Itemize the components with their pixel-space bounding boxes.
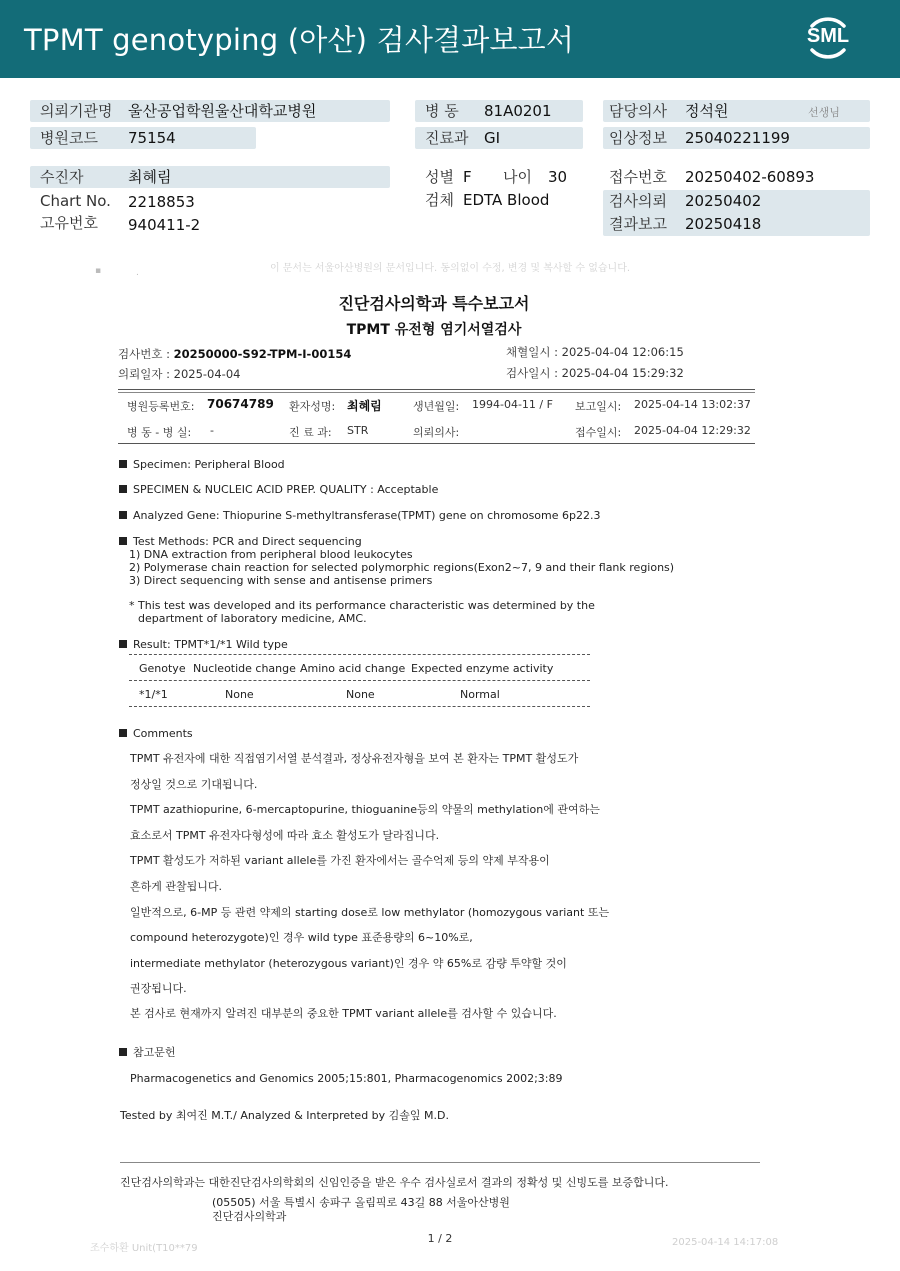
footer-divider: [120, 1162, 760, 1163]
specimen-label: 검체: [425, 191, 454, 209]
result-cell-activity: Normal: [460, 688, 500, 701]
bullet-icon: [119, 537, 127, 545]
bullet-icon: [119, 729, 127, 737]
divider: [118, 389, 755, 390]
report-dept-value: STR: [347, 424, 369, 437]
result-title: Result: TPMT*1/*1 Wild type: [119, 638, 288, 651]
footer-left-note: 조수하환 Unit(T10**79: [90, 1243, 198, 1254]
sml-logo: [802, 12, 854, 64]
comment-line: TPMT azathiopurine, 6-mercaptopurine, thioguanine등의 약물의 methylation에 관여하는: [130, 803, 600, 816]
refs-line: Pharmacogenetics and Genomics 2005;15:801, Pharmacogenomics 2002;3:89: [130, 1072, 563, 1085]
comment-line: TPMT 유전자에 대한 직접염기서열 분석결과, 정상유전자형을 보여 본 환자는 TPMT 활성도가: [130, 752, 579, 765]
report-title: TPMT genotyping (아산) 검사결과보고서: [24, 23, 575, 57]
dob-label: 생년월일:: [413, 400, 460, 413]
footer-dept: 진단검사의학과: [212, 1210, 287, 1223]
sex-value: F: [463, 168, 472, 186]
note-line: department of laboratory medicine, AMC.: [138, 612, 367, 625]
certification-text: 진단검사의학과는 대한진단검사의학회의 신임인증을 받은 우수 검사실로서 결과의 정확성 및 신빙도를 보증합니다.: [120, 1176, 669, 1189]
comment-line: 본 검사로 현재까지 알려진 대부분의 중요한 TPMT variant allele를 검사할 수 있습니다.: [130, 1007, 557, 1020]
institution-value: 울산공업학원울산대학교병원: [128, 102, 317, 120]
dash-divider: [129, 654, 590, 655]
patient-band: [30, 166, 390, 188]
test-date: 검사일시 : 2025-04-04 15:29:32: [506, 366, 684, 380]
dash-divider: [129, 680, 590, 681]
receipt-time-value: 2025-04-04 12:29:32: [634, 424, 751, 437]
result-label: 결과보고: [609, 215, 667, 233]
dept-value: GI: [484, 129, 501, 147]
ward-value: 81A0201: [484, 102, 552, 120]
result-cell-nucleotide: None: [225, 688, 254, 701]
specimen-line: Specimen: Peripheral Blood: [119, 458, 285, 471]
copy-notice: 이 문서는 서울아산병원의 문서입니다. 동의없이 수정, 변경 및 복사할 수 없습니다.: [269, 263, 631, 274]
receipt-time-label: 접수일시:: [575, 426, 622, 439]
receipt-label: 접수번호: [609, 168, 667, 186]
result-header-nucleotide: Nucleotide change: [193, 662, 296, 675]
receipt-value: 20250402-60893: [685, 168, 815, 186]
comment-line: intermediate methylator (heterozygous variant)인 경우 약 65%로 감량 투약할 것이: [130, 957, 567, 970]
reg-no-value: 70674789: [207, 397, 274, 411]
patient-label: 수진자: [40, 168, 84, 186]
page-number: 1 / 2: [427, 1232, 453, 1245]
result-cell-genotype: *1/*1: [139, 688, 168, 701]
result-header-genotype: Genotye: [139, 662, 186, 675]
ward-room-label: 병 동 - 병 실:: [127, 426, 192, 439]
name-label: 환자성명:: [289, 400, 336, 413]
gene-line: Analyzed Gene: Thiopurine S-methyltransferase(TPMT) gene on chromosome 6p22.3: [119, 509, 600, 522]
result-header-amino: Amino acid change: [300, 662, 406, 675]
report-subheading: TPMT 유전형 염기서열검사: [346, 322, 522, 338]
bullet-icon: [119, 1048, 127, 1056]
divider: [118, 443, 755, 444]
comment-line: TPMT 활성도가 저하된 variant allele를 가진 환자에서는 골수억제 등의 약제 부작용이: [130, 854, 550, 867]
comment-line: 권장됩니다.: [130, 982, 187, 995]
request-date: 의뢰일자 : 2025-04-04: [118, 367, 241, 381]
result-header-activity: Expected enzyme activity: [411, 662, 554, 675]
request-value: 20250402: [685, 192, 762, 210]
hospital-code-label: 병원코드: [40, 129, 98, 147]
reg-no-label: 병원등록번호:: [127, 400, 195, 413]
request-label: 검사의뢰: [609, 192, 667, 210]
dash-divider: [129, 706, 590, 707]
ward-room-value: -: [210, 424, 214, 437]
quality-line: SPECIMEN & NUCLEIC ACID PREP. QUALITY : Acceptable: [119, 483, 438, 496]
name-value: 최혜림: [347, 399, 382, 413]
unique-value: 940411-2: [128, 216, 201, 234]
age-value: 30: [548, 168, 568, 186]
doctor-suffix: 선생님: [808, 106, 840, 119]
draw-date: 채혈일시 : 2025-04-04 12:06:15: [506, 345, 684, 359]
comments-title: Comments: [119, 727, 193, 740]
result-cell-amino: None: [346, 688, 375, 701]
report-time-label: 보고일시:: [575, 400, 622, 413]
dot-mark: .: [136, 268, 139, 278]
refs-title: 참고문헌: [119, 1046, 176, 1059]
note-line: * This test was developed and its performance characteristic was determined by the: [129, 599, 595, 612]
bullet-icon: [119, 460, 127, 468]
doctor-value: 정석원: [685, 102, 729, 120]
dob-value: 1994-04-11 / F: [472, 398, 553, 411]
tested-by: Tested by 최여진 M.T./ Analyzed & Interpreted by 김솔잎 M.D.: [120, 1109, 449, 1122]
chart-value: 2218853: [128, 193, 195, 211]
comment-line: compound heterozygote)인 경우 wild type 표준용량의 6~10%로,: [130, 931, 473, 944]
logo-text: SML: [806, 25, 850, 47]
sex-label: 성별: [425, 168, 454, 186]
age-label: 나이: [503, 168, 532, 186]
method-item: 3) Direct sequencing with sense and antisense primers: [129, 574, 433, 587]
institution-label: 의뢰기관명: [40, 102, 113, 120]
comment-line: 정상일 것으로 기대됩니다.: [130, 778, 258, 791]
clinical-label: 임상정보: [609, 129, 667, 147]
unique-label: 고유번호: [40, 214, 98, 232]
dept-label: 진료과: [425, 129, 469, 147]
comment-line: 일반적으로, 6-MP 등 관련 약제의 starting dose로 low methylator (homozygous variant 또는: [130, 906, 610, 919]
doctor-label: 담당의사: [609, 102, 667, 120]
bullet-icon: [119, 640, 127, 648]
report-time-value: 2025-04-14 13:02:37: [634, 398, 751, 411]
comment-line: 흔하게 관찰됩니다.: [130, 880, 223, 893]
bullet-icon: [119, 485, 127, 493]
chart-label: Chart No.: [40, 192, 111, 210]
test-number: 검사번호 : 20250000-S92-TPM-I-00154: [118, 347, 352, 361]
hospital-code-value: 75154: [128, 129, 176, 147]
dot-mark: ▪: [95, 266, 102, 276]
print-time: 2025-04-14 14:17:08: [672, 1237, 779, 1248]
report-dept-label: 진 료 과:: [289, 426, 332, 439]
footer-address: (05505) 서울 특별시 송파구 올림픽로 43길 88 서울아산병원: [212, 1196, 510, 1209]
report-heading: 진단검사의학과 특수보고서: [338, 294, 530, 313]
methods-title: Test Methods: PCR and Direct sequencing: [119, 535, 362, 548]
comment-line: 효소로서 TPMT 유전자다형성에 따라 효소 활성도가 달라집니다.: [130, 829, 440, 842]
ward-label: 병 동: [425, 102, 459, 120]
header-bar: [0, 0, 900, 78]
divider: [118, 392, 755, 393]
method-item: 2) Polymerase chain reaction for selected polymorphic regions(Exon2~7, 9 and their flank regions): [129, 561, 675, 574]
bullet-icon: [119, 511, 127, 519]
patient-value: 최혜림: [128, 168, 172, 186]
clinical-value: 25040221199: [685, 129, 790, 147]
result-value: 20250418: [685, 215, 762, 233]
method-item: 1) DNA extraction from peripheral blood leukocytes: [129, 548, 413, 561]
specimen-value: EDTA Blood: [463, 191, 550, 209]
req-doctor-label: 의뢰의사:: [413, 426, 460, 439]
